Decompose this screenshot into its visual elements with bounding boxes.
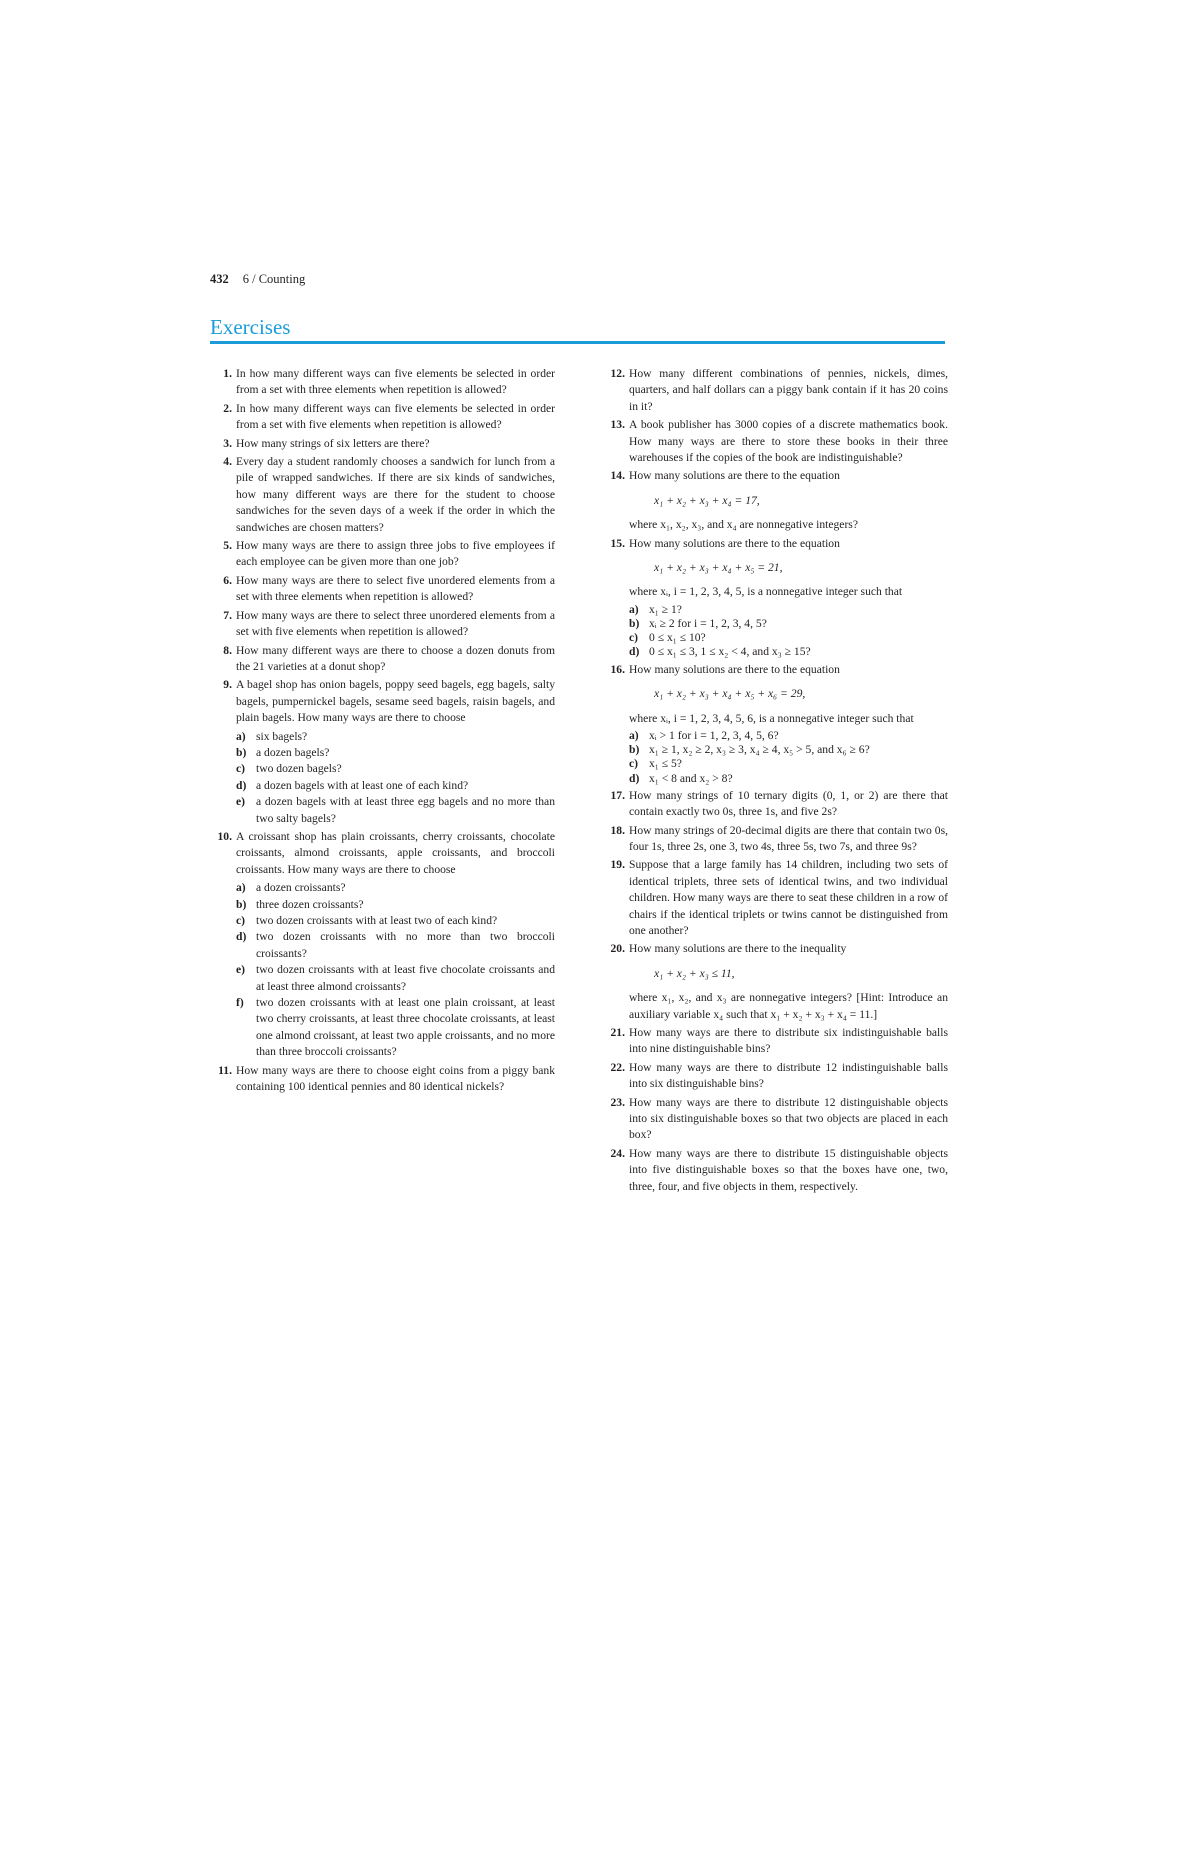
exercise-part-a [236, 880, 555, 896]
exercise-parts [236, 729, 555, 827]
part-text: 0 ≤ x₁ ≤ 10? [649, 631, 706, 645]
exercise-12 [604, 366, 948, 415]
exercise-text: A croissant shop has plain croissants, cherry croissants, chocolate croissants, almond croissants, apple croissants, and broccoli croissants. How many ways are there to choose [236, 829, 555, 876]
exercises-left-column [211, 366, 555, 1097]
part-text: xᵢ ≥ 2 for i = 1, 2, 3, 4, 5? [649, 617, 767, 631]
exercise-9 [211, 677, 555, 827]
exercise-number: 14. [610, 469, 625, 483]
exercise-part-e [236, 962, 555, 995]
equation-condition: where x₁, x₂, x₃, and x₄ are nonnegative integers? [629, 518, 858, 532]
part-text: xᵢ > 1 for i = 1, 2, 3, 4, 5, 6? [649, 728, 779, 742]
running-head [210, 271, 305, 287]
exercise-1 [211, 366, 555, 399]
part-text: two dozen croissants with at least one plain croissant, at least two cherry croissants, at least three chocolate croissants, at least one almond croissant, at least two apple croissants, and no more than three broccoli croissants? [256, 996, 555, 1059]
exercise-part-a [236, 729, 555, 745]
part-text: a dozen bagels with at least three egg bagels and no more than two salty bagels? [256, 795, 555, 825]
exercise-number: 3. [223, 436, 232, 450]
part-text: six bagels? [256, 729, 308, 743]
exercise-10 [211, 829, 555, 1061]
exercise-parts [629, 603, 948, 660]
exercise-number: 18. [610, 823, 625, 837]
exercise-number: 7. [223, 608, 232, 622]
exercise-part-d [236, 929, 555, 962]
exercise-number: 22. [610, 1060, 625, 1074]
part-label: a) [629, 602, 639, 616]
exercise-text: How many solutions are there to the equation [629, 469, 840, 483]
part-text: a dozen bagels? [256, 745, 330, 759]
exercise-text: A book publisher has 3000 copies of a discrete mathematics book. How many ways are there to store these books in their three warehouses if the copies of the book are indistinguishable? [629, 418, 948, 465]
part-label: e) [236, 963, 246, 977]
exercise-17 [604, 788, 948, 821]
part-label: c) [629, 757, 639, 771]
equation-condition: where x₁, x₂, and x₃ are nonnegative integers? [Hint: Introduce an auxiliary variable x₄ such that x₁ + x₂ + x₃ + x₄ = 11.] [629, 991, 948, 1021]
part-label: c) [629, 631, 639, 645]
part-text: two dozen croissants with no more than two broccoli croissants? [256, 930, 555, 960]
part-text: a dozen bagels with at least one of each kind? [256, 778, 469, 792]
exercise-text: How many solutions are there to the inequality [629, 942, 847, 956]
exercise-text: How many strings of 10 ternary digits (0, 1, or 2) are there that contain exactly two 0s, three 1s, and five 2s? [629, 788, 948, 819]
exercise-number: 16. [610, 662, 625, 676]
exercise-number: 23. [610, 1095, 625, 1109]
exercise-19 [604, 857, 948, 939]
exercise-22 [604, 1060, 948, 1093]
part-label: d) [629, 771, 640, 785]
section-title: Exercises [210, 315, 291, 339]
part-label: f) [236, 996, 244, 1010]
part-text: two dozen bagels? [256, 762, 342, 776]
equation-condition: where xᵢ, i = 1, 2, 3, 4, 5, is a nonnegative integer such that [629, 585, 903, 599]
exercise-text: Suppose that a large family has 14 children, including two sets of identical triplets, three sets of identical twins, and two individual children. How many ways are there to seat these children in a row of chairs if the identical triplets or twins cannot be distinguished from one another? [629, 858, 948, 937]
exercise-part-c [236, 913, 555, 929]
exercise-text: How many ways are there to distribute 12 indistinguishable balls into six distinguishable bins? [629, 1060, 948, 1091]
page-number: 432 [210, 272, 229, 286]
exercise-part-d [629, 645, 948, 659]
exercise-number: 17. [610, 788, 625, 802]
part-label: a) [236, 881, 246, 895]
exercise-3 [211, 436, 555, 452]
exercise-6 [211, 573, 555, 606]
exercise-number: 12. [610, 367, 625, 380]
exercise-number: 1. [223, 367, 232, 380]
exercise-text: Every day a student randomly chooses a sandwich for lunch from a pile of wrapped sandwiches. If there are six kinds of sandwiches, how many different ways are there for the student to choose sandwiches for the seven days of a week if the order in which the sandwiches are chosen matters? [236, 455, 555, 534]
exercise-text: How many different ways are there to choose a dozen donuts from the 21 varieties at a donut shop? [236, 643, 555, 673]
exercise-part-b [236, 897, 555, 913]
exercise-text: How many ways are there to select five unordered elements from a set with three elements when repetition is allowed? [236, 573, 555, 604]
exercise-part-c [629, 757, 948, 771]
exercise-part-b [629, 617, 948, 631]
exercise-21 [604, 1025, 948, 1058]
exercise-14 [604, 468, 948, 533]
equation: x₁ + x₂ + x₃ ≤ 11, [654, 966, 735, 980]
exercise-text: How many strings of 20-decimal digits are there that contain two 0s, four 1s, three 2s, one 3, two 4s, three 5s, two 7s, and three 9s? [629, 823, 948, 853]
part-text: 0 ≤ x₁ ≤ 3, 1 ≤ x₂ < 4, and x₃ ≥ 15? [649, 645, 811, 659]
part-label: d) [236, 930, 247, 944]
equation: x₁ + x₂ + x₃ + x₄ + x₅ + x₆ = 29, [654, 687, 806, 701]
exercise-18 [604, 823, 948, 856]
exercise-text: A bagel shop has onion bagels, poppy seed bagels, egg bagels, salty bagels, pumpernickel bagels, sesame seed bagels, raisin bagels, and plain bagels. How many ways are there to choose [236, 678, 555, 725]
exercise-text: How many different combinations of pennies, nickels, dimes, quarters, and half dollars can a piggy bank contain if it has 20 coins in it? [629, 367, 948, 413]
part-text: two dozen croissants with at least five chocolate croissants and at least three almond croissants? [256, 963, 555, 993]
part-label: b) [236, 745, 247, 759]
exercise-part-c [629, 631, 948, 645]
part-text: x₁ ≥ 1? [649, 602, 682, 616]
exercise-number: 10. [217, 829, 232, 843]
exercise-number: 20. [610, 942, 625, 956]
chapter-title: 6 / Counting [242, 272, 306, 286]
exercise-number: 4. [223, 455, 232, 469]
exercise-text: How many ways are there to choose eight coins from a piggy bank containing 100 identical pennies and 80 identical nickels? [236, 1063, 555, 1094]
exercise-parts [236, 880, 555, 1060]
exercise-number: 13. [610, 418, 625, 432]
exercise-24 [604, 1146, 948, 1195]
equation: x₁ + x₂ + x₃ + x₄ + x₅ = 21, [654, 561, 783, 575]
exercise-20 [604, 941, 948, 1023]
exercise-8 [211, 643, 555, 676]
exercise-part-b [236, 745, 555, 761]
part-label: c) [236, 914, 246, 927]
part-text: x₁ < 8 and x₂ > 8? [649, 771, 733, 785]
exercise-part-d [629, 772, 948, 786]
exercise-4 [211, 454, 555, 536]
exercise-5 [211, 538, 555, 571]
exercise-13 [604, 417, 948, 466]
exercise-parts [629, 729, 948, 786]
part-label: b) [629, 617, 640, 631]
exercise-text: How many ways are there to assign three jobs to five employees if each employee can be given more than one job? [236, 539, 555, 569]
exercise-number: 24. [610, 1146, 625, 1160]
section-rule [210, 341, 945, 344]
exercises-right-column [604, 366, 948, 1197]
exercise-23 [604, 1095, 948, 1144]
exercise-part-c [236, 761, 555, 777]
exercise-number: 9. [223, 678, 232, 692]
equation-condition: where xᵢ, i = 1, 2, 3, 4, 5, 6, is a nonnegative integer such that [629, 711, 914, 725]
exercise-text: How many ways are there to distribute 12 distinguishable objects into six distinguishable boxes so that two objects are placed in each box? [629, 1095, 948, 1142]
exercise-text: How many ways are there to select three unordered elements from a set with five elements when repetition is allowed? [236, 608, 555, 639]
exercise-part-f [236, 995, 555, 1061]
exercise-number: 21. [610, 1026, 625, 1039]
exercise-number: 8. [223, 643, 232, 657]
equation: x₁ + x₂ + x₃ + x₄ = 17, [654, 493, 760, 507]
part-label: b) [629, 743, 640, 757]
exercise-11 [211, 1063, 555, 1096]
exercise-text: In how many different ways can five elements be selected in order from a set with three elements when repetition is allowed? [236, 367, 555, 397]
exercise-text: How many ways are there to distribute six indistinguishable balls into nine distinguishable bins? [629, 1026, 948, 1056]
exercise-number: 6. [223, 573, 232, 587]
part-text: a dozen croissants? [256, 881, 346, 895]
exercise-number: 15. [610, 536, 625, 550]
exercise-text: In how many different ways can five elements be selected in order from a set with five elements when repetition is allowed? [236, 401, 555, 432]
exercise-number: 19. [610, 858, 625, 872]
exercise-number: 11. [218, 1063, 232, 1077]
part-text: two dozen croissants with at least two of each kind? [256, 914, 498, 927]
part-text: three dozen croissants? [256, 897, 364, 911]
exercise-text: How many ways are there to distribute 15 distinguishable objects into five distinguishable boxes so that the boxes have one, two, three, four, and five objects in them, respectively. [629, 1146, 948, 1193]
exercise-part-a [629, 603, 948, 617]
part-label: c) [236, 762, 246, 776]
part-label: a) [629, 728, 639, 742]
part-label: a) [236, 729, 246, 743]
exercise-text: How many solutions are there to the equation [629, 662, 840, 676]
exercise-part-e [236, 794, 555, 827]
part-label: b) [236, 897, 247, 911]
part-text: x₁ ≥ 1, x₂ ≥ 2, x₃ ≥ 3, x₄ ≥ 4, x₅ > 5, and x₆ ≥ 6? [649, 743, 870, 757]
exercise-16 [604, 662, 948, 786]
exercise-number: 2. [223, 401, 232, 415]
exercise-number: 5. [223, 539, 232, 553]
part-label: d) [236, 778, 247, 792]
exercise-text: How many solutions are there to the equation [629, 536, 840, 550]
exercise-part-d [236, 778, 555, 794]
part-label: d) [629, 645, 640, 659]
exercise-2 [211, 401, 555, 434]
exercise-7 [211, 608, 555, 641]
exercise-part-b [629, 743, 948, 757]
part-text: x₁ ≤ 5? [649, 757, 682, 771]
part-label: e) [236, 795, 246, 809]
exercise-text: How many strings of six letters are there? [236, 436, 430, 450]
exercise-part-a [629, 729, 948, 743]
exercise-15 [604, 536, 948, 660]
